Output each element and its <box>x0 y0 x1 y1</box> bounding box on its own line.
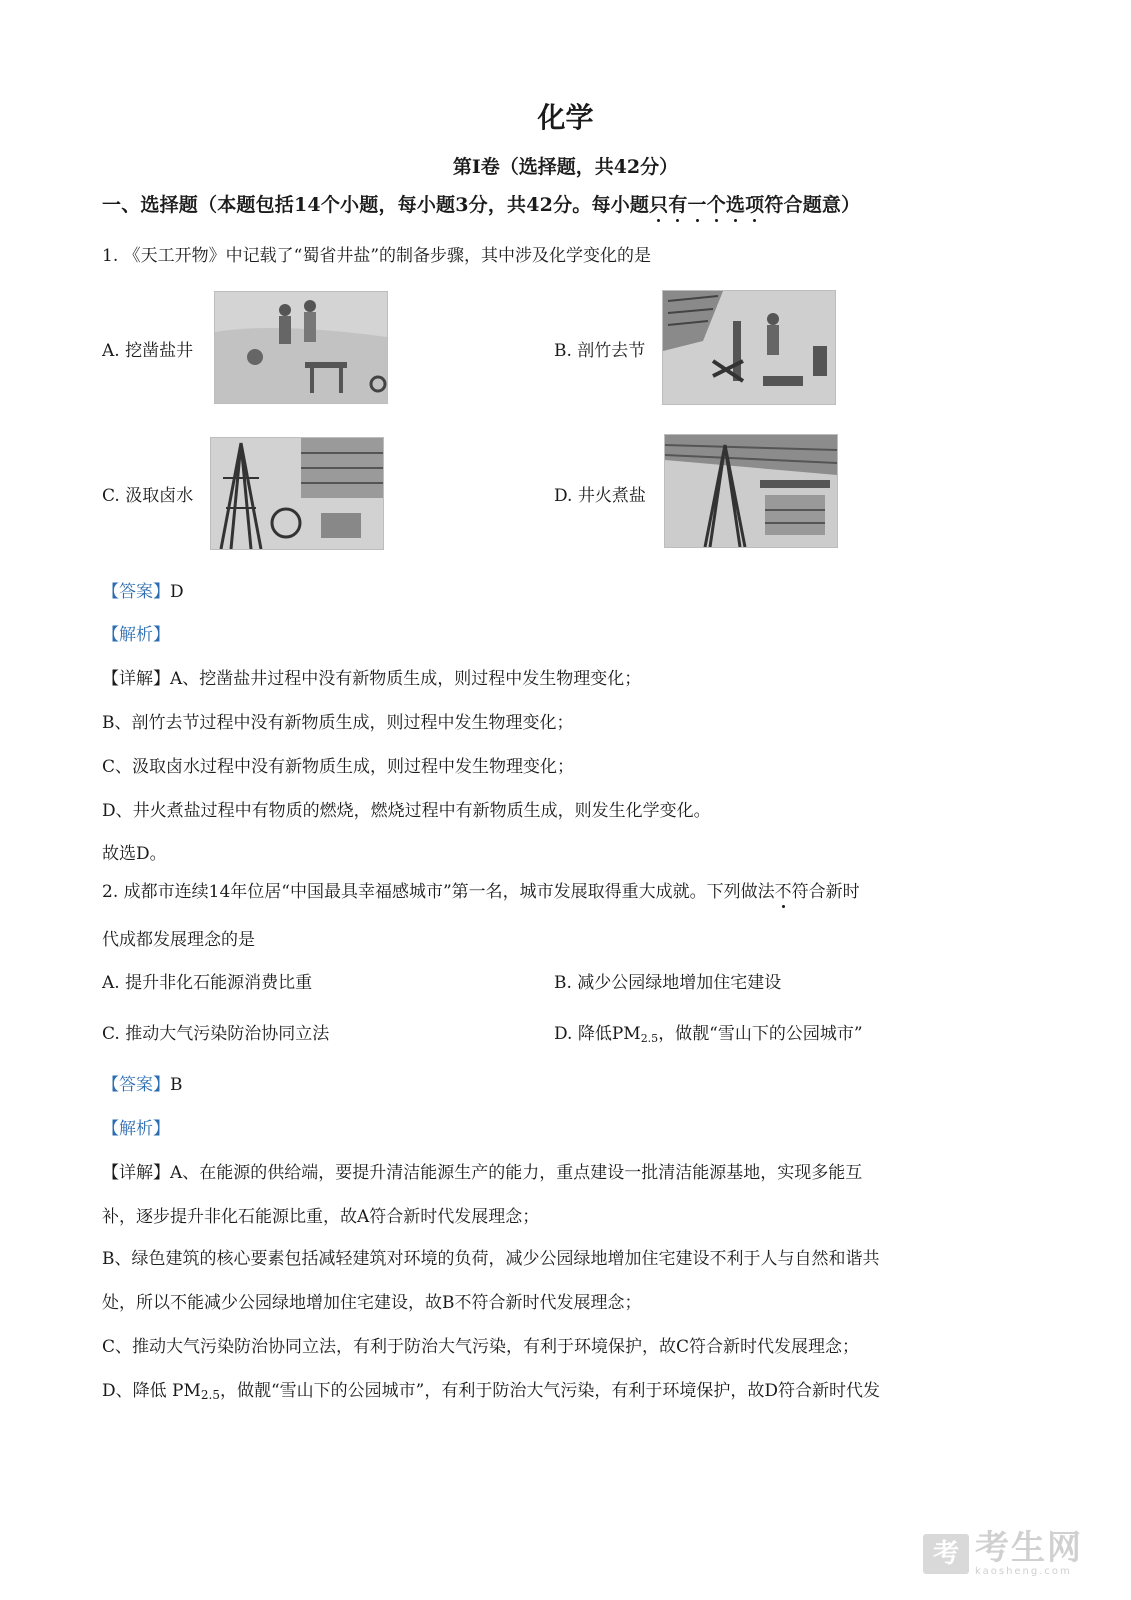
answer-value: D <box>170 582 184 602</box>
q2-option-c: C. 推动大气污染防治协同立法 <box>102 1024 330 1044</box>
detail-text: D、降低 PM <box>102 1381 201 1401</box>
page-title: 化学 <box>537 101 594 134</box>
brine-drawing-illustration <box>210 437 384 550</box>
salt-well-digging-illustration <box>214 291 388 404</box>
detail-line: B、绿色建筑的核心要素包括减轻建筑对环境的负荷，减少公园绿地增加住宅建设不利于人与自然和谐共 <box>102 1249 880 1269</box>
emphasis-char: 有 <box>668 194 688 216</box>
q1-option-d: D. 井火煮盐 <box>554 486 646 506</box>
section-text-after: 符合题意） <box>764 194 861 216</box>
emphasis-char: 只 <box>649 194 669 216</box>
watermark-url: kaosheng.com <box>975 1566 1072 1577</box>
emphasis-char: 个 <box>706 194 726 216</box>
q1-option-a: A. 挖凿盐井 <box>102 341 194 361</box>
q1-option-b: B. 剖竹去节 <box>554 341 646 361</box>
question-2-stem-cont: 代成都发展理念的是 <box>102 930 255 950</box>
section-heading <box>102 190 860 217</box>
answer-line <box>102 577 184 602</box>
detail-line: C、汲取卤水过程中没有新物质生成，则过程中发生物理变化； <box>102 757 575 777</box>
bamboo-splitting-illustration <box>662 290 836 405</box>
emphasis-char: 不 <box>774 882 792 902</box>
detail-line: 【详解】A、在能源的供给端，要提升清洁能源生产的能力，重点建设一批清洁能源基地，实现多能互 <box>102 1163 863 1183</box>
detail-line: D、井火煮盐过程中有物质的燃烧，燃烧过程中有新物质生成，则发生化学变化。 <box>102 801 711 821</box>
watermark-text: 考生网 <box>975 1528 1083 1568</box>
q2-option-d <box>554 1019 863 1045</box>
detail-line: 故选D。 <box>102 844 167 864</box>
watermark <box>923 1530 1083 1577</box>
answer-tag: 【答案】 <box>102 582 170 602</box>
detail-line: C、推动大气污染防治协同立法，有利于防治大气污染，有利于环境保护，故C符合新时代发展理念； <box>102 1337 860 1357</box>
answer-tag: 【答案】 <box>102 1075 170 1095</box>
emphasis-char: 一 <box>687 194 707 216</box>
q1-option-c: C. 汲取卤水 <box>102 486 194 506</box>
option-text: D. 降低PM <box>554 1024 641 1044</box>
option-text: ，做靓“雪山下的公园城市” <box>658 1024 863 1044</box>
answer-line <box>102 1070 183 1095</box>
detail-line: B、剖竹去节过程中没有新物质生成，则过程中发生物理变化； <box>102 713 574 733</box>
answer-value: B <box>170 1075 183 1095</box>
detail-line <box>102 1376 880 1402</box>
q2-option-a: A. 提升非化石能源消费比重 <box>102 973 313 993</box>
part-heading: 第Ⅰ卷（选择题，共42分） <box>452 156 679 178</box>
emphasis-char: 项 <box>745 194 765 216</box>
emphasis-char: 选 <box>725 194 746 216</box>
question-2-stem <box>102 877 860 902</box>
stem-text: 符合新时 <box>791 882 860 902</box>
question-1-stem: 1. 《天工开物》中记载了“蜀省井盐”的制备步骤，其中涉及化学变化的是 <box>102 246 652 266</box>
watermark-logo-icon: 考 <box>923 1534 969 1574</box>
salt-boiling-illustration <box>664 434 838 548</box>
section-text-before: 一、选择题（本题包括14个小题，每小题3分，共42分。每小题 <box>102 194 650 216</box>
detail-text: ，做靓“雪山下的公园城市”，有利于防治大气污染，有利于环境保护，故D符合新时代发 <box>219 1381 880 1401</box>
analysis-tag: 【解析】 <box>102 625 170 645</box>
q2-option-b: B. 减少公园绿地增加住宅建设 <box>554 973 782 993</box>
detail-line: 补，逐步提升非化石能源比重，故A符合新时代发展理念； <box>102 1207 540 1227</box>
detail-line: 处，所以不能减少公园绿地增加住宅建设，故B不符合新时代发展理念； <box>102 1293 642 1313</box>
analysis-tag: 【解析】 <box>102 1119 170 1139</box>
subscript: 2.5 <box>640 1032 659 1045</box>
stem-text: 2. 成都市连续14年位居“中国最具幸福感城市”第一名，城市发展取得重大成就。下列做法 <box>102 882 775 902</box>
detail-line: 【详解】A、挖凿盐井过程中没有新物质生成，则过程中发生物理变化； <box>102 669 642 689</box>
subscript: 2.5 <box>200 1388 220 1402</box>
